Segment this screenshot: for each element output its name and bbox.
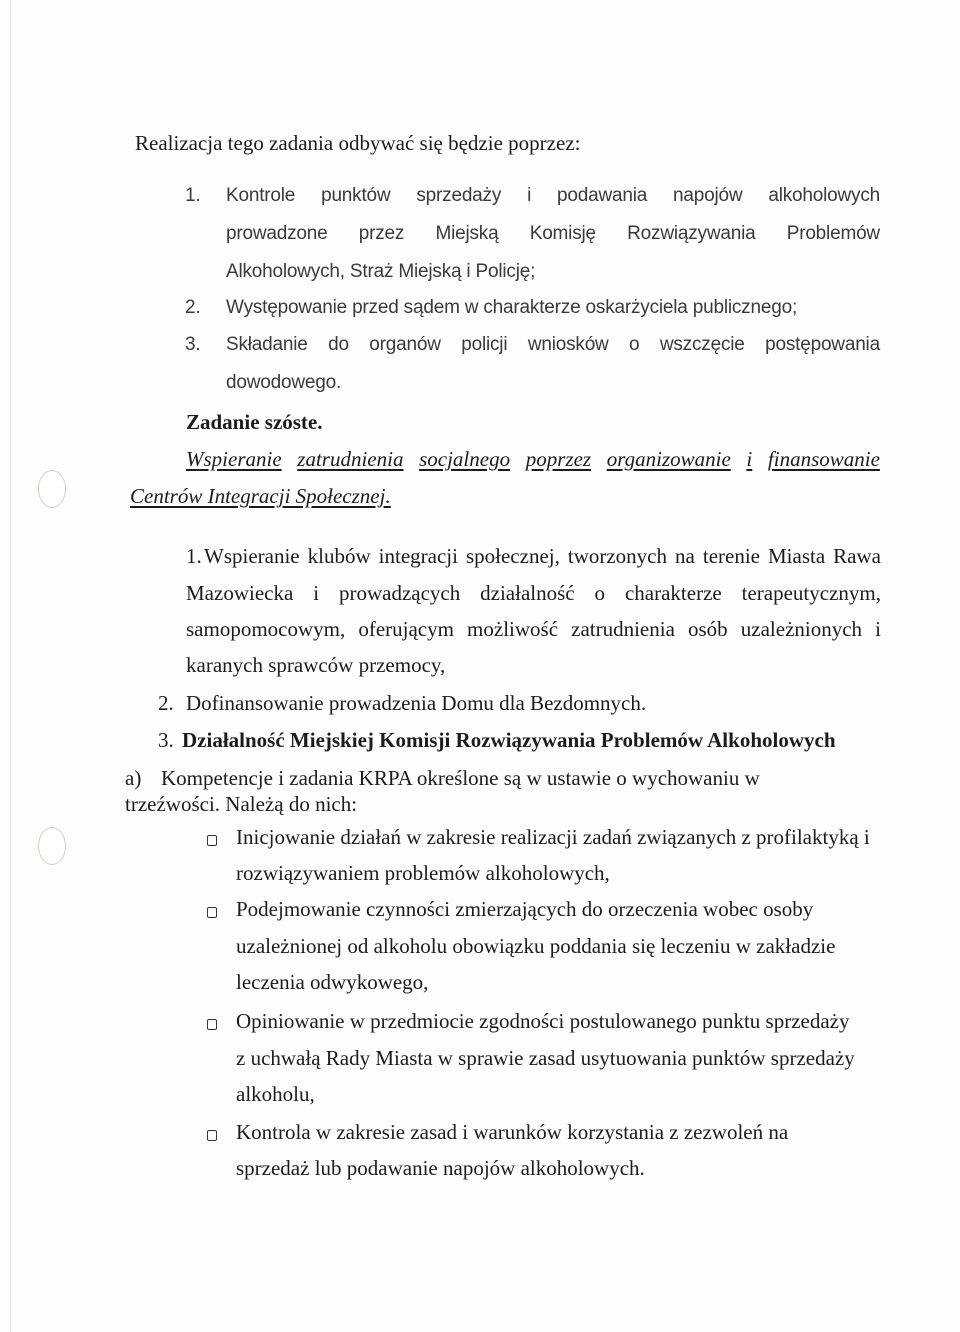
word: o <box>594 581 606 605</box>
word: społecznej, <box>465 544 560 568</box>
bullet-box-icon <box>207 1019 217 1030</box>
point-a-line2: trzeźwości. Należą do nich: <box>125 792 358 816</box>
intro-text: Realizacja tego zadania odbywać się będzie poprzez: <box>135 131 581 155</box>
list2-item1-number: 1. <box>186 544 202 568</box>
word: podawania <box>557 185 648 206</box>
word: Kontrole <box>226 185 296 206</box>
section3-title: Działalność Miejskiej Komisji Rozwiązywania Problemów Alkoholowych <box>182 728 836 752</box>
word: Komisję <box>529 223 596 244</box>
word: charakterze <box>624 581 722 605</box>
list1-item3-number: 3. <box>185 334 201 355</box>
word: i <box>313 581 320 605</box>
punch-hole <box>38 470 66 508</box>
list2-item2-number: 2. <box>158 691 174 715</box>
task6-subtitle-line2: Centrów Integracji Społecznej. <box>130 484 391 508</box>
word: organów <box>369 334 441 355</box>
word: policji <box>461 334 508 355</box>
word: Składanie <box>226 334 308 355</box>
word: prowadzących <box>338 581 461 605</box>
list2-item1-line3 <box>186 617 881 642</box>
word: wniosków <box>527 334 609 355</box>
section3-number: 3. <box>158 728 174 752</box>
bullet-box-icon <box>207 835 217 846</box>
list2-item2-text: Dofinansowanie prowadzenia Domu dla Bezdomnych. <box>186 691 647 715</box>
word: i <box>875 617 881 641</box>
bullet3-line2: z uchwałą Rady Miasta w sprawie zasad usytuowania punktów sprzedaży <box>236 1046 855 1070</box>
word: działalność <box>480 581 575 605</box>
word: punktów <box>321 185 391 206</box>
word: Rozwiązywania <box>627 223 756 244</box>
word: możliwość <box>467 617 559 641</box>
word: Miasta <box>768 544 826 568</box>
word: socjalnego <box>419 447 511 471</box>
word: Miejską <box>435 223 499 244</box>
word: integracji <box>378 544 458 568</box>
bullet4-line1: Kontrola w zakresie zasad i warunków korzystania z zezwoleń na <box>236 1120 789 1144</box>
bullet1-line2: rozwiązywaniem problemów alkoholowych, <box>236 861 610 885</box>
word: zatrudnienia <box>571 617 675 641</box>
bullet2-line2: uzależnionej od alkoholu obowiązku poddania się leczeniu w zakładzie <box>236 934 836 958</box>
bullet3-line1: Opiniowanie w przedmiocie zgodności postulowanego punktu sprzedaży <box>236 1009 850 1033</box>
bullet2-line3: leczenia odwykowego, <box>236 970 429 994</box>
bullet-box-icon <box>207 907 217 918</box>
point-a-line1: Kompetencje i zadania KRPA określone są w ustawie o wychowaniu w <box>161 766 760 790</box>
list1-item1-line3: Alkoholowych, Straż Miejską i Policję; <box>226 261 536 282</box>
bullet1-line1: Inicjowanie działań w zakresie realizacji zadań związanych z profilaktyką i <box>236 825 870 849</box>
word: sprzedaży <box>416 185 502 206</box>
word: klubów <box>307 544 371 568</box>
word: tworzonych <box>567 544 667 568</box>
list1-item1-number: 1. <box>185 185 201 206</box>
bullet2-line1: Podejmowanie czynności zmierzających do orzeczenia wobec osoby <box>236 897 814 921</box>
page-edge-line <box>10 0 11 1332</box>
word: finansowanie <box>767 447 880 471</box>
word: zatrudnienia <box>297 447 404 471</box>
list2-item1-line1 <box>204 544 881 569</box>
word: Wspieranie <box>186 447 282 471</box>
bullet-box-icon <box>207 1130 217 1141</box>
list1-item2-text: Występowanie przed sądem w charakterze oskarżyciela publicznego; <box>226 297 798 318</box>
word: terenie <box>702 544 760 568</box>
word: organizowanie <box>606 447 731 471</box>
word: i <box>746 447 753 471</box>
word: poprzez <box>525 447 592 471</box>
word: alkoholowych <box>768 185 880 206</box>
task6-subtitle-line1 <box>186 447 880 472</box>
word: Problemów <box>786 223 880 244</box>
task6-heading: Zadanie szóste. <box>186 410 323 434</box>
word: na <box>675 544 695 568</box>
list1-item1-line2 <box>226 223 880 246</box>
punch-hole <box>38 827 66 865</box>
word: Rawa <box>833 544 881 568</box>
word: samopomocowym, <box>186 617 346 641</box>
word: Mazowiecka <box>186 581 294 605</box>
word: osób <box>688 617 728 641</box>
word: oferującym <box>358 617 454 641</box>
list1-item2-number: 2. <box>185 297 201 318</box>
word: wszczęcie <box>659 334 745 355</box>
word: przez <box>358 223 405 244</box>
word: Wspieranie <box>204 544 300 568</box>
bullet4-line2: sprzedaż lub podawanie napojów alkoholowych. <box>236 1156 645 1180</box>
word: postępowania <box>765 334 880 355</box>
list1-item3-line1 <box>226 334 880 357</box>
word: uzależnionych <box>740 617 863 641</box>
list2-item1-line2 <box>186 581 881 606</box>
word: napojów <box>673 185 743 206</box>
list2-item1-line4: karanych sprawców przemocy, <box>186 653 446 677</box>
bullet3-line3: alkoholu, <box>236 1082 315 1106</box>
word: prowadzone <box>226 223 328 244</box>
point-a-label: a) <box>125 766 142 790</box>
word: do <box>328 334 349 355</box>
word: terapeutycznym, <box>741 581 881 605</box>
word: o <box>629 334 640 355</box>
word: i <box>527 185 532 206</box>
list1-item1-line1 <box>226 185 880 208</box>
list1-item3-line2: dowodowego. <box>226 372 342 393</box>
